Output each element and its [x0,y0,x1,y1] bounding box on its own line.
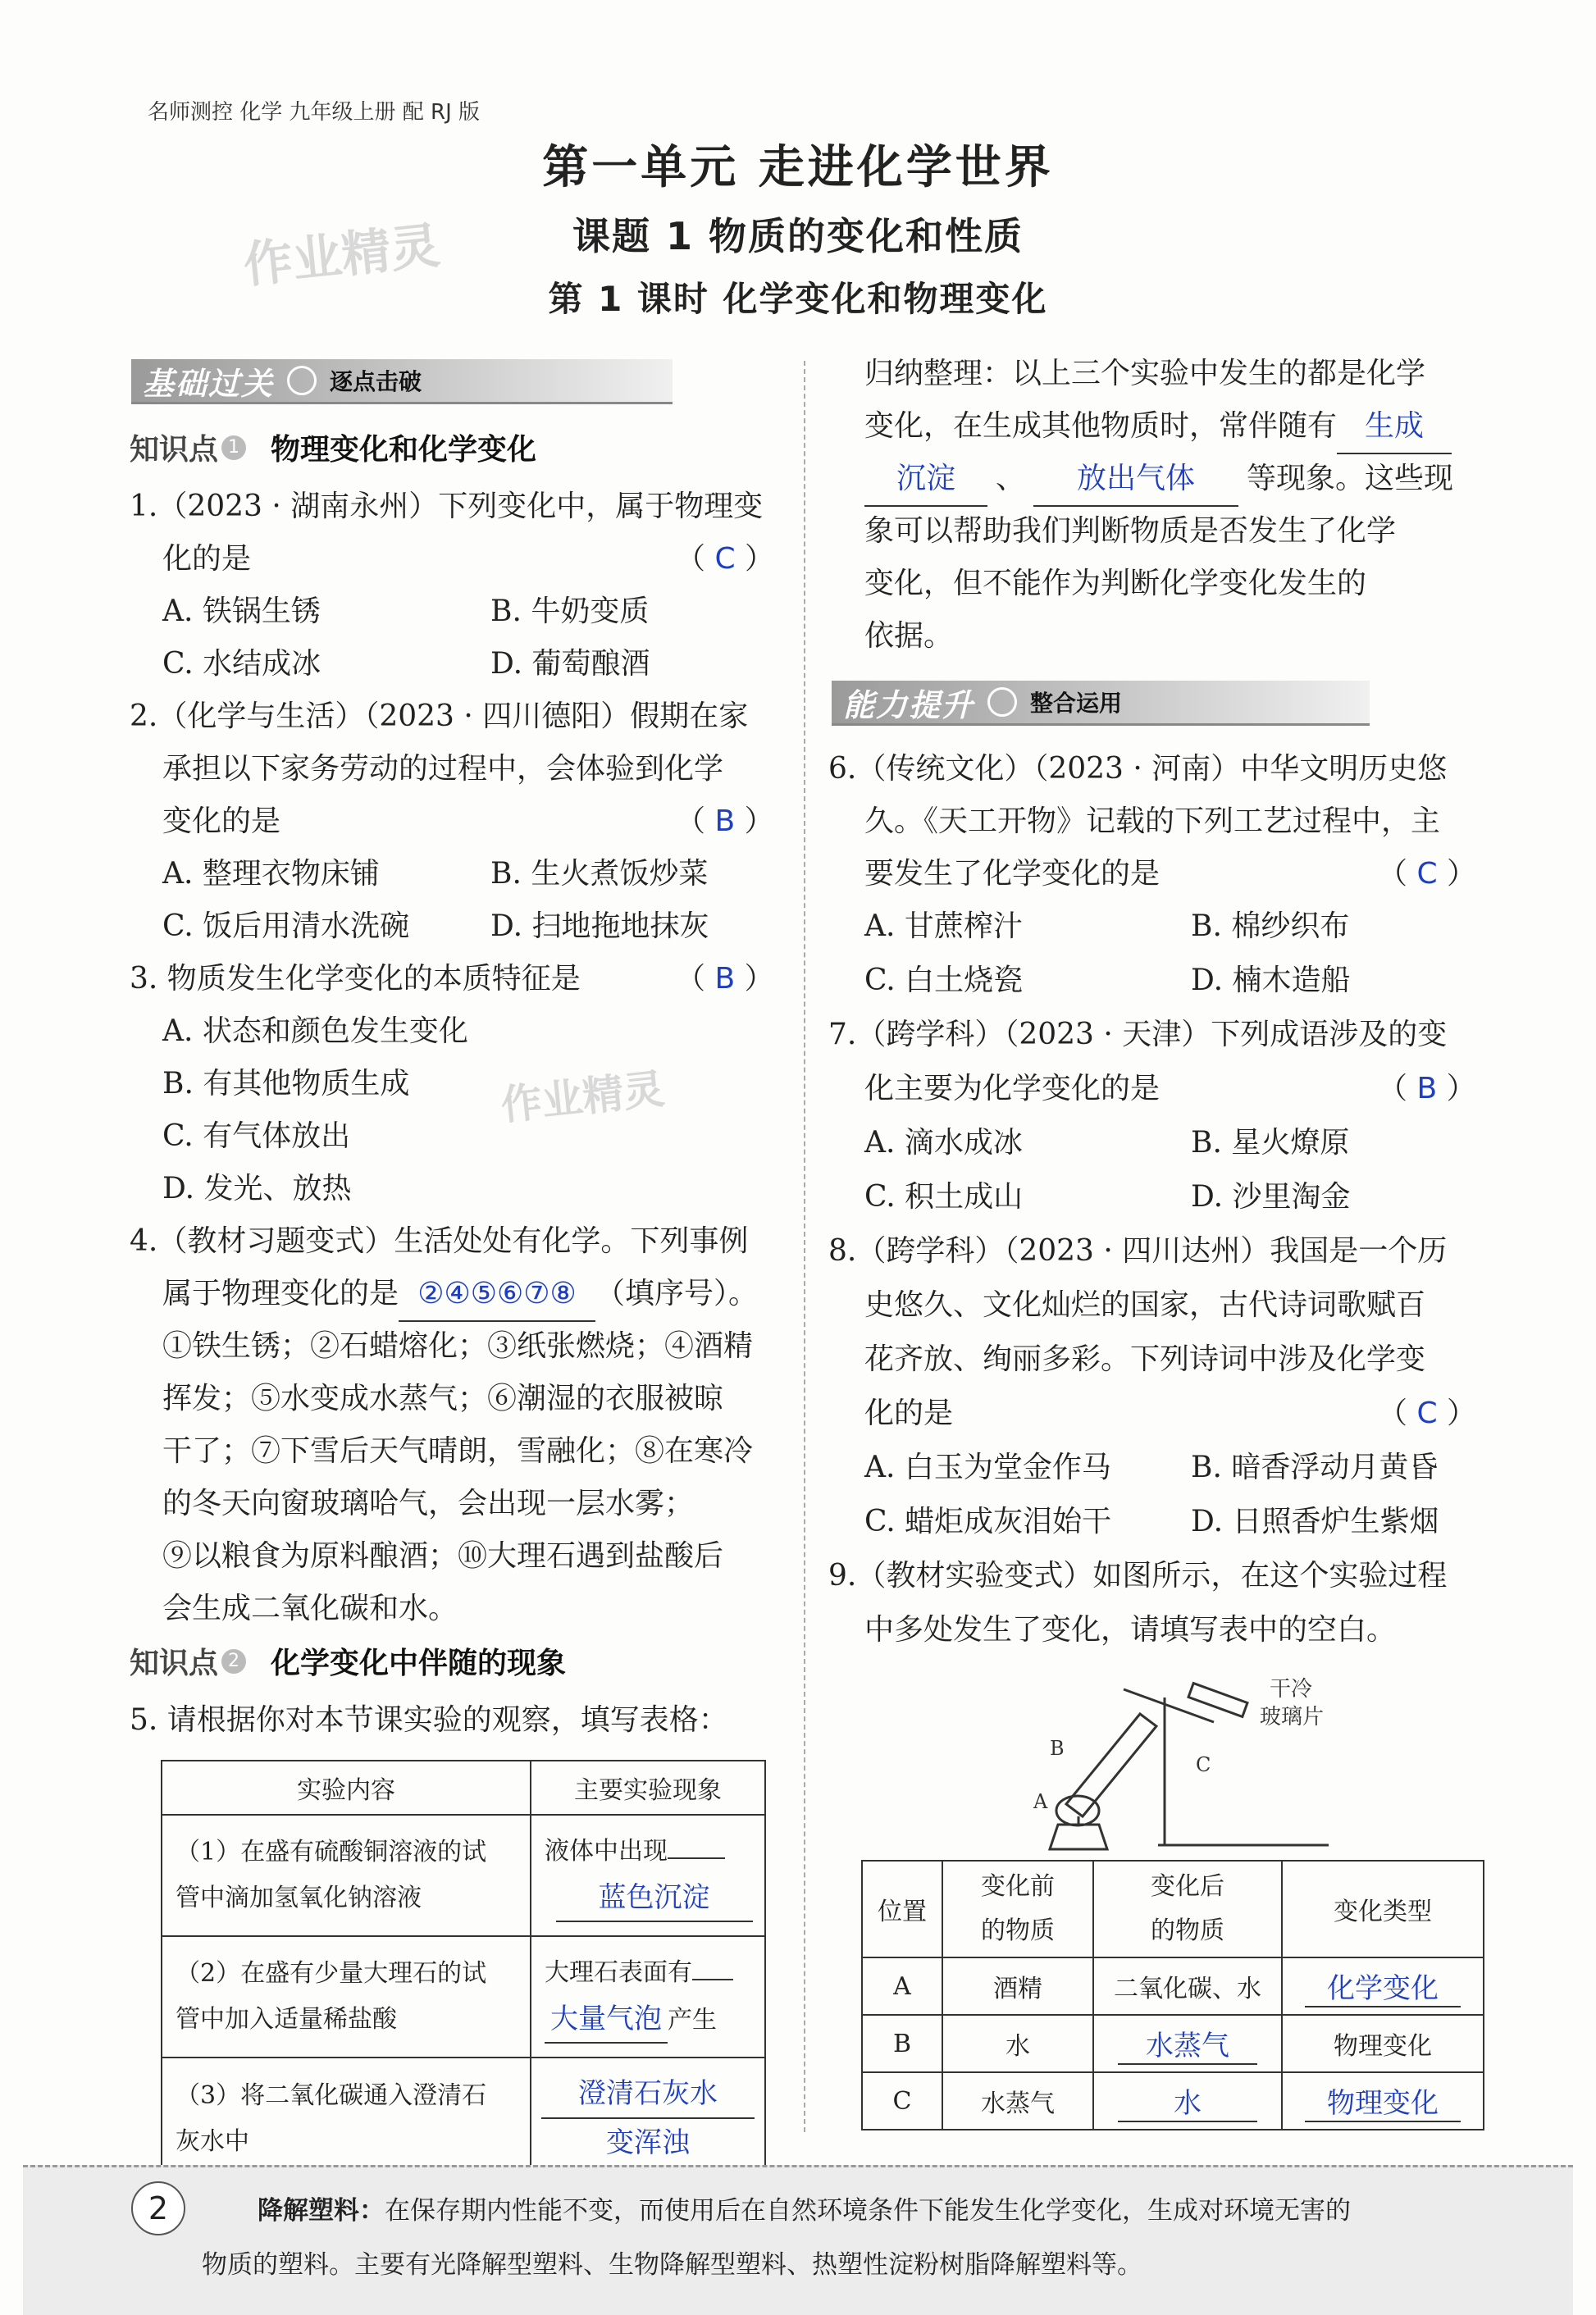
kp-tag: 知识点 [130,1647,219,1680]
knowledge-point-2 [130,1640,566,1682]
q6-line2: 久。《天工开物》记载的下列工艺过程中，主 [864,804,1441,838]
summary-answer: 沉淀 [864,453,987,507]
q1-line1: 1.（2023 · 湖南永州）下列变化中，属于物理变 [130,490,764,523]
q5-table [161,1760,766,2181]
q3-line1: 3. 物质发生化学变化的本质特征是 [130,962,581,996]
q4-line2: 属于物理变化的是 ②④⑤⑥⑦⑧ （填序号）。 [162,1268,758,1322]
q4-item-line: 的冬天向窗玻璃哈气，会出现一层水雾； [162,1487,695,1520]
cell-answer: 大量气泡 [545,1996,668,2044]
figure-label: C [1196,1753,1211,1776]
summary-answer: 放出气体 [1033,453,1238,507]
cell-text: 管中滴加氢氧化钠溶液 [176,1884,422,1912]
cell-text: 二氧化碳、水 [1093,1957,1282,2015]
cell-text: B [862,2015,942,2072]
watermark: 作业精灵 [498,1064,667,1130]
table-header: 变化前 的物质 [942,1861,1093,1957]
q8-answer-paren: （ C ） [1378,1397,1477,1430]
table-row [862,1957,1484,2015]
q7-answer-paren: （ B ） [1378,1072,1476,1105]
q4-item-line: ①铁生锈；②石蜡熔化；③纸张燃烧；④酒精 [162,1329,754,1363]
cell-text: 液体中出现 [545,1837,668,1866]
q1-answer-paren: （ C ） [676,542,775,576]
cell-answer: 化学变化 [1305,1966,1461,2007]
option: C. 积土成山 [864,1180,1024,1214]
section-banner-ability [832,681,1370,726]
cell-text: （1）在盛有硫酸铜溶液的试 [176,1838,487,1866]
alcohol-lamp [1050,1825,1107,1849]
q6-line3: 要发生了化学变化的是 [864,857,1161,891]
kp-number: 1 [221,435,246,460]
kp-number: 2 [221,1649,246,1674]
option: C. 有气体放出 [162,1119,351,1153]
figure-label: 干冷 [1270,1677,1313,1702]
q4-item-line: ⑨以粮食为原料酿酒；⑩大理石遇到盐酸后 [162,1539,724,1573]
q9-line1: 9.（教材实验变式）如图所示，在这个实验过程 [828,1559,1448,1593]
table-row [162,2058,765,2181]
q4-item-line: 挥发；⑤水变成水蒸气；⑥潮湿的衣服被晾 [162,1382,724,1415]
table-row [862,2072,1484,2130]
option: D. 葡萄酿酒 [490,647,650,681]
table-header: 变化类型 [1282,1861,1484,1957]
q8-line3: 花齐放、绚丽多彩。下列诗词中涉及化学变 [864,1342,1426,1376]
q2-answer-paren: （ B ） [676,804,774,838]
cell-text: 水 [942,2015,1093,2072]
summary-line6: 依据。 [864,619,954,653]
q3-answer-paren: （ B ） [676,962,774,996]
test-tube [1066,1714,1156,1816]
option: A. 铁锅生锈 [162,595,321,628]
footer-note [23,2165,1573,2315]
option: C. 水结成冰 [162,647,321,681]
q6-line1: 6.（传统文化）（2023 · 河南）中华文明历史悠 [828,752,1448,786]
summary-line1: 归纳整理：以上三个实验中发生的都是化学 [864,357,1426,390]
table-row [862,2015,1484,2072]
summary-answer: 生成 [1337,400,1452,454]
figure-label: A [1033,1790,1048,1813]
cell-text: A [862,1957,942,2015]
option: B. 暗香浮动月黄昏 [1191,1451,1439,1484]
summary-line5: 变化，但不能作为判断化学变化发生的 [864,567,1367,600]
unit-title: 第一单元 走进化学世界 [542,141,1054,194]
watermark: 作业精灵 [240,216,443,295]
table-header: 实验内容 [162,1761,531,1815]
q6-answer-paren: （ C ） [1378,857,1477,891]
kp-title: 物理变化和化学变化 [271,433,537,467]
option: B. 生火煮饭炒菜 [490,857,709,891]
cell-text: 大理石表面有 [545,1958,692,1987]
knowledge-point-1 [130,426,536,468]
q9-line2: 中多处发生了变化，请填写表中的空白。 [864,1613,1397,1647]
column-divider [804,361,805,2132]
cell-text: 产生 [668,2006,717,2035]
section-label: 能力提升 [843,686,975,723]
q8-line4: 化的是 [864,1397,954,1430]
option: A. 甘蔗榨汁 [864,909,1023,943]
option: C. 白土烧瓷 [864,964,1024,997]
option: B. 星火燎原 [1191,1126,1350,1160]
section-banner-basic [131,359,673,404]
cell-answer: 蓝色沉淀 [556,1875,753,1922]
option: D. 沙里淘金 [1191,1180,1351,1214]
figure-label: 玻璃片 [1260,1705,1325,1729]
cell-answer: 水 [1118,2080,1257,2122]
cell-text: 灰水中 [176,2127,249,2156]
kp-title: 化学变化中伴随的现象 [271,1647,567,1680]
table-row [162,1936,765,2058]
q8-line1: 8.（跨学科）（2023 · 四川达州）我国是一个历 [828,1234,1448,1268]
q8-line2: 史悠久、文化灿烂的国家，古代诗词歌赋百 [864,1288,1426,1322]
option: D. 扫地拖地抹灰 [490,909,709,943]
section-sub: 逐点击破 [330,368,422,395]
footer-line2: 物质的塑料。主要有光降解型塑料、生物降解型塑料、热塑性淀粉树脂降解塑料等。 [202,2250,1142,2280]
cell-text: 管中加入适量稀盐酸 [176,2005,397,2034]
rocket-icon [987,687,1017,717]
cell-text: 酒精 [942,1957,1093,2015]
cell-text: （2）在盛有少量大理石的试 [176,1959,487,1988]
summary-line3: 沉淀 、 放出气体 等现象。这些现 [864,453,1453,507]
option: B. 有其他物质生成 [162,1067,410,1101]
experiment-figure [1017,1665,1361,1853]
option: D. 楠木造船 [1191,964,1351,997]
q5-line1: 5. 请根据你对本节课实验的观察，填写表格： [130,1703,728,1737]
footer-line1: 降解塑料：在保存期内性能不变，而使用后在自然环境条件下能发生化学变化，生成对环境无害的 [258,2196,1351,2226]
section-sub: 整合运用 [1030,690,1123,717]
cell-answer: 澄清石灰水 [541,2070,755,2119]
kp-tag: 知识点 [130,433,219,467]
option: A. 滴水成冰 [864,1126,1023,1160]
section-label: 基础过关 [143,365,275,402]
cell-text: （3）将二氧化碳通入澄清石 [176,2081,487,2110]
q2-line3: 变化的是 [162,804,281,838]
q7-line1: 7.（跨学科）（2023 · 天津）下列成语涉及的变 [828,1018,1448,1051]
book-info: 名师测控 化学 九年级上册 配 RJ 版 [148,100,481,125]
summary-line2: 变化，在生成其他物质时，常伴随有 生成 [864,400,1452,454]
glass-plate [1188,1684,1247,1717]
option: B. 牛奶变质 [490,595,650,628]
option: D. 日照香炉生紫烟 [1191,1505,1439,1538]
cell-text: C [862,2072,942,2130]
q4-item-line: 会生成二氧化碳和水。 [162,1592,458,1625]
cell-text: 物理变化 [1282,2015,1484,2072]
q2-line2: 承担以下家务劳动的过程中，会体验到化学 [162,752,724,786]
option: A. 白玉为堂金作马 [864,1451,1111,1484]
q4-line1: 4.（教材习题变式）生活处处有化学。下列事例 [130,1224,749,1258]
table-header: 位置 [862,1861,942,1957]
option: A. 整理衣物床铺 [162,857,380,891]
q4-item-line: 干了；⑦下雪后天气晴朗，雪融化；⑧在寒冷 [162,1434,754,1468]
option: C. 饭后用清水洗碗 [162,909,410,943]
q1-line2: 化的是 [162,542,252,576]
lesson-title: 课题 1 物质的变化和性质 [572,214,1024,258]
q7-line2: 化主要为化学变化的是 [864,1072,1161,1105]
table-row [162,1815,765,1936]
q9-table [861,1860,1484,2130]
option: C. 蜡炬成灰泪始干 [864,1505,1112,1538]
table-header: 变化后 的物质 [1093,1861,1282,1957]
page-number: 2 [131,2181,185,2235]
q4-answer: ②④⑤⑥⑦⑧ [399,1268,595,1322]
cell-answer: 水蒸气 [1118,2023,1257,2065]
option: D. 发光、放热 [162,1172,352,1205]
cell-answer: 变浑浊 [541,2119,755,2168]
summary-line4: 象可以帮助我们判断物质是否发生了化学 [864,514,1397,548]
period-title: 第 1 课时 化学变化和物理变化 [548,279,1048,319]
option: B. 棉纱织布 [1191,909,1350,943]
cell-answer: 物理变化 [1305,2080,1461,2122]
figure-label: B [1050,1737,1065,1760]
option: A. 状态和颜色发生变化 [162,1014,468,1048]
q2-line1: 2.（化学与生活）（2023 · 四川德阳）假期在家 [130,700,749,733]
target-icon [287,366,317,395]
table-header: 主要实验现象 [531,1761,765,1815]
cell-text: 水蒸气 [942,2072,1093,2130]
